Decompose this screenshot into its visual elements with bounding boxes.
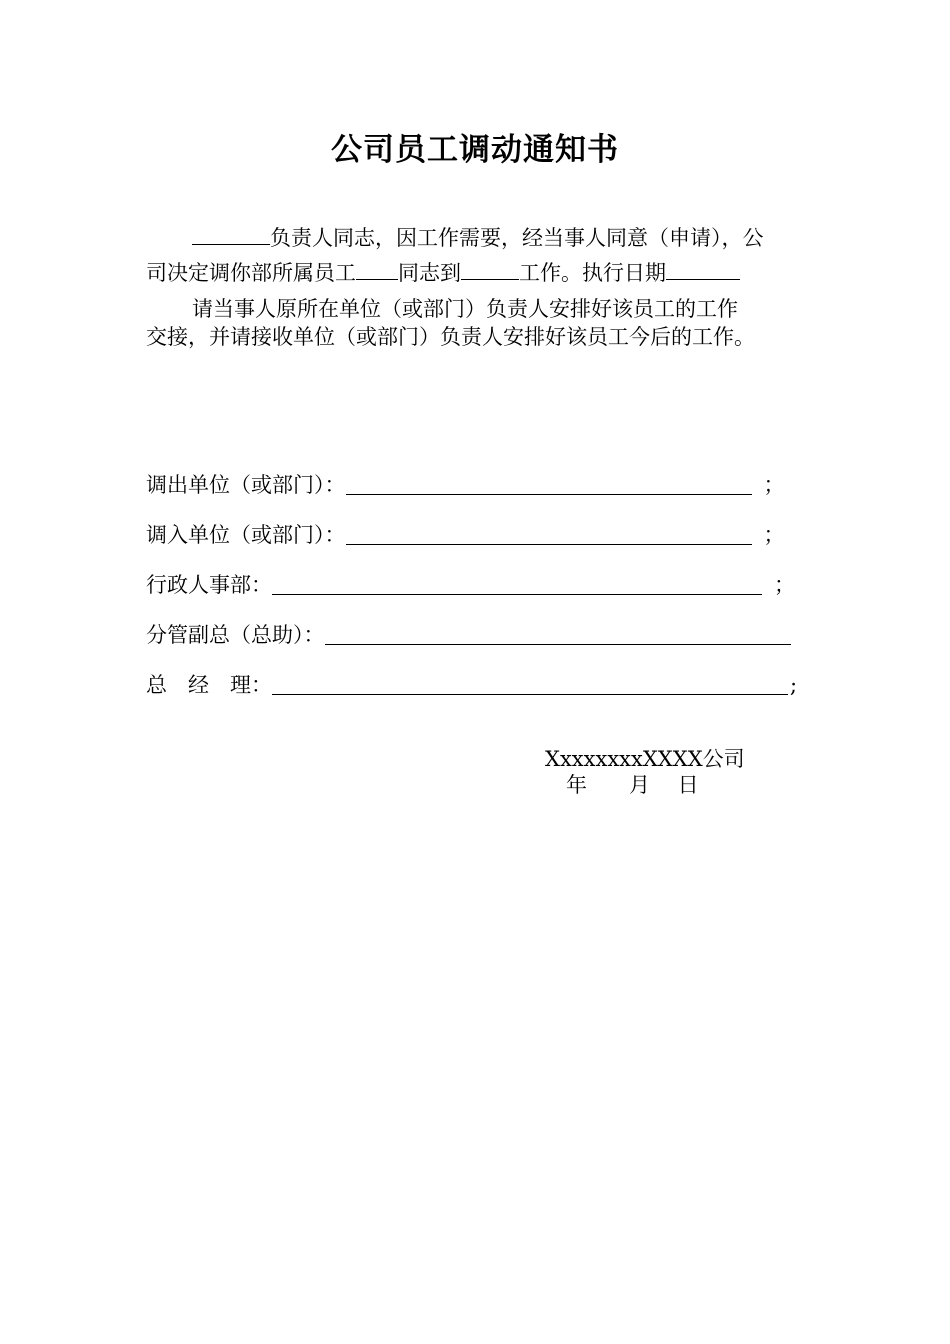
paragraph-2-line-1	[146, 295, 808, 323]
company-name: XxxxxxxxXXXX公司	[545, 747, 745, 771]
in-unit-label: 调入单位（或部门）：	[146, 523, 346, 547]
field-out-unit	[146, 470, 785, 500]
out-unit-semicolon: ；	[763, 473, 785, 497]
field-hr	[146, 570, 795, 600]
paragraph-1-line-1	[146, 222, 808, 254]
paragraph-1-line-2	[146, 257, 808, 289]
field-vice-president	[146, 620, 791, 650]
document-title: 公司员工调动通知书	[331, 132, 619, 168]
out-unit-label: 调出单位（或部门）：	[146, 473, 346, 497]
hr-label: 行政人事部：	[146, 573, 272, 597]
in-unit-semicolon: ；	[763, 523, 785, 547]
hr-signature-line[interactable]	[272, 572, 762, 595]
paragraph-2-line-2	[146, 323, 808, 351]
paragraph-1-text-1: 负责人同志，因工作需要，经当事人同意（申请），公	[270, 226, 764, 250]
gm-label: 总 经 理：	[146, 673, 272, 697]
paragraph-1-text-2c: 工作。执行日期	[519, 261, 666, 285]
paragraph-1-text-2a: 司决定调你部所属员工	[146, 261, 356, 285]
field-general-manager	[146, 670, 797, 700]
out-unit-signature-line[interactable]	[346, 472, 752, 495]
gm-signature-line[interactable]	[272, 672, 788, 695]
vp-label: 分管副总（总助）：	[146, 623, 325, 647]
in-unit-signature-line[interactable]	[346, 522, 752, 545]
vp-signature-line[interactable]	[325, 622, 791, 645]
signature-date: 年 月 日	[566, 773, 699, 797]
paragraph-1-text-2b: 同志到	[398, 261, 461, 285]
hr-semicolon: ；	[774, 573, 795, 597]
gm-semicolon: ;	[790, 673, 798, 697]
effective-date-blank[interactable]	[666, 257, 740, 280]
destination-blank[interactable]	[461, 257, 519, 280]
responsible-blank[interactable]	[192, 222, 270, 245]
employee-blank[interactable]	[356, 257, 398, 280]
paragraph-2-text-1: 请当事人原所在单位（或部门）负责人安排好该员工的工作	[192, 297, 738, 321]
field-in-unit	[146, 520, 785, 550]
paragraph-2-text-2: 交接，并请接收单位（或部门）负责人安排好该员工今后的工作。	[146, 325, 755, 349]
